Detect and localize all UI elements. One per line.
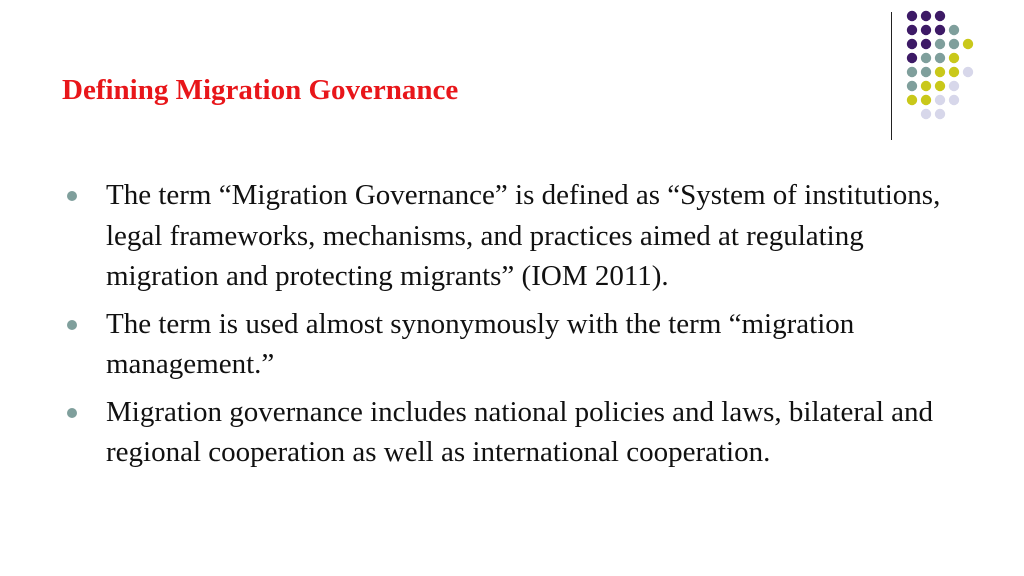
decor-dot	[921, 39, 931, 49]
decor-dot	[935, 67, 945, 77]
decor-dot	[935, 39, 945, 49]
decor-dot	[935, 81, 945, 91]
decor-dot	[935, 95, 945, 105]
decor-dot	[921, 53, 931, 63]
decor-dot	[907, 67, 917, 77]
decor-dot	[907, 53, 917, 63]
bullet-text: The term “Migration Governance” is defined as “System of institutions, legal frameworks, mechanisms, and practices aimed at regulating migration and protecting migrants” (IOM 2011).	[106, 179, 941, 292]
decor-dot	[949, 39, 959, 49]
decor-dot	[935, 109, 945, 119]
decor-dot	[907, 11, 917, 21]
decor-dot	[935, 25, 945, 35]
decor-dot	[921, 109, 931, 119]
bullet-text: The term is used almost synonymously with the term “migration management.”	[106, 307, 855, 380]
decor-dot	[907, 81, 917, 91]
title-divider	[891, 12, 892, 140]
decor-dot	[907, 95, 917, 105]
slide-title: Defining Migration Governance	[62, 74, 459, 106]
decor-dot	[907, 39, 917, 49]
bullet-dot-icon	[67, 408, 77, 418]
bullet-item	[62, 392, 962, 473]
decor-dot	[921, 95, 931, 105]
decor-dot	[963, 67, 973, 77]
bullet-list	[62, 175, 962, 480]
decor-dot	[963, 39, 973, 49]
decor-dot	[921, 25, 931, 35]
bullet-dot-icon	[67, 191, 77, 201]
dot-grid-decoration	[900, 6, 1024, 130]
decor-dot	[935, 11, 945, 21]
decor-dot	[921, 11, 931, 21]
decor-dot	[921, 67, 931, 77]
decor-dot	[921, 81, 931, 91]
decor-dot	[935, 53, 945, 63]
bullet-text: Migration governance includes national policies and laws, bilateral and regional cooperation as well as international cooperation.	[106, 395, 934, 468]
decor-dot	[907, 25, 917, 35]
decor-dot	[949, 67, 959, 77]
bullet-item	[62, 175, 962, 297]
decor-dot	[949, 95, 959, 105]
bullet-dot-icon	[67, 320, 77, 330]
decor-dot	[949, 81, 959, 91]
decor-dot	[949, 53, 959, 63]
decor-dot	[949, 25, 959, 35]
bullet-item	[62, 304, 962, 385]
